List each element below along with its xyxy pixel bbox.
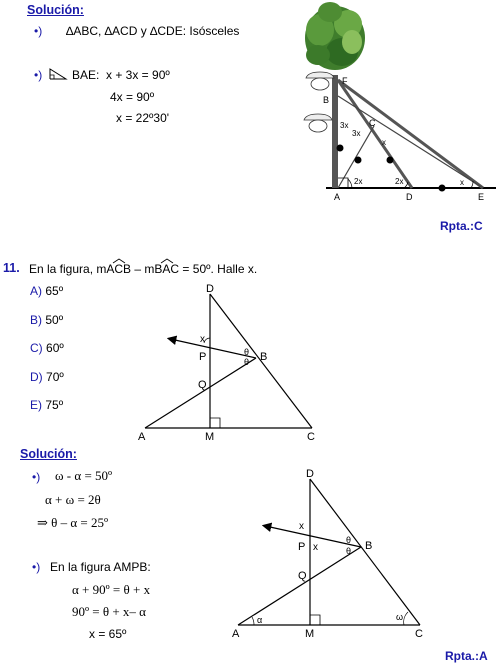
solution1-line-1: ∆ABC, ∆ACD y ∆CDE: Isósceles [66, 24, 240, 38]
option-letter: D) [30, 370, 43, 384]
right-triangle-icon [48, 67, 68, 81]
option-value: 75º [45, 398, 64, 412]
option-d[interactable] [30, 370, 64, 384]
figure-3 [228, 465, 438, 645]
solution1-bullet-2: •) [34, 68, 43, 82]
option-b[interactable] [30, 313, 63, 327]
cable-fd [338, 80, 412, 188]
option-a[interactable] [30, 284, 63, 298]
problem-statement [29, 262, 257, 276]
marker-dot [355, 157, 362, 164]
figure-1 [290, 0, 500, 215]
solution2-line-3: ⇒ θ – α = 25º [37, 515, 109, 530]
angle-3x-b: 3x [340, 121, 349, 130]
marker-dot [439, 185, 446, 192]
label-p: P [298, 541, 306, 553]
figure-2 [130, 280, 330, 445]
label-c: C [307, 431, 315, 443]
marker-dot [387, 157, 394, 164]
solution1-line-4: x = 22º30' [116, 111, 170, 125]
label-c: C [415, 628, 423, 640]
label-c: C [369, 118, 376, 128]
option-value: 50º [45, 313, 64, 327]
solution1-line-3: 4x = 90º [110, 90, 155, 104]
label-m: M [205, 431, 215, 443]
angle-2x-d: 2x [395, 177, 404, 186]
solution1-triangle-label: BAE: [72, 68, 100, 82]
option-letter: C) [30, 341, 43, 355]
label-b: B [260, 351, 268, 363]
solution2-line-5: α + 90º = θ + x [72, 582, 151, 597]
segment-be [338, 96, 483, 188]
label-a: A [334, 192, 341, 202]
option-letter: B) [30, 313, 42, 327]
arc-acb-text: ACB [106, 262, 132, 276]
statement-part-3: = 50º. Halle x. [179, 262, 258, 276]
label-omega: ω [396, 612, 404, 622]
label-f: F [342, 76, 348, 86]
arc-bac [154, 262, 179, 276]
label-e: E [478, 192, 485, 202]
marker-dot [337, 145, 344, 152]
label-x: x [200, 334, 205, 345]
label-a: A [138, 431, 146, 443]
lamp-icon [306, 72, 334, 90]
solution2-line-2: α + ω = 2θ [45, 492, 101, 507]
tree-foliage [305, 2, 365, 70]
angle-2x-a: 2x [354, 177, 363, 186]
solution2-bullet-1: •) [32, 470, 41, 484]
label-theta-2: θ [346, 546, 352, 556]
angle-3x-c: 3x [352, 129, 361, 138]
arc-bac-text: BAC [154, 262, 180, 276]
label-b: B [323, 95, 330, 105]
solution2-line-6: 90º = θ + x– α [72, 604, 146, 619]
solution2-bullet-2: •) [32, 560, 41, 574]
solution2-line-1: ω - α = 50º [55, 468, 113, 483]
option-value: 70º [46, 370, 64, 384]
label-alpha: α [257, 615, 263, 625]
label-a: A [232, 628, 240, 640]
solution2-line-4: En la figura AMPB: [50, 560, 151, 574]
angle-x-c: x [382, 138, 386, 147]
label-p: P [199, 351, 207, 363]
option-value: 65º [45, 284, 64, 298]
label-x-1: x [299, 521, 304, 532]
lamp-icon [304, 114, 332, 132]
label-theta-1: θ [244, 347, 250, 357]
answer-1: Rpta.:C [440, 219, 483, 233]
label-q: Q [298, 570, 307, 582]
label-theta-2: θ [244, 357, 250, 367]
solution2-line-7: x = 65º [89, 627, 127, 641]
statement-part-2: – m [131, 262, 155, 276]
label-b: B [365, 540, 373, 552]
label-d: D [406, 192, 413, 202]
angle-x-e: x [460, 178, 464, 187]
label-d: D [306, 468, 314, 480]
option-e[interactable] [30, 398, 63, 412]
label-m: M [305, 628, 315, 640]
label-theta-1: θ [346, 535, 352, 545]
arc-acb [106, 262, 131, 276]
option-letter: E) [30, 398, 42, 412]
answer-2: Rpta.:A [445, 649, 488, 663]
pole [332, 75, 338, 188]
option-c[interactable] [30, 341, 64, 355]
option-letter: A) [30, 284, 42, 298]
solution1-bullet-1: •) [34, 24, 43, 38]
option-value: 60º [46, 341, 64, 355]
statement-part-1: En la figura, m [29, 262, 107, 276]
solution1-line-2: x + 3x = 90º [106, 68, 170, 82]
label-q: Q [198, 379, 207, 391]
solution1-heading: Solución: [27, 3, 84, 17]
label-x-2: x [313, 542, 318, 553]
problem-number: 11. [3, 261, 20, 275]
label-d: D [206, 283, 214, 295]
solution2-heading: Solución: [20, 447, 77, 461]
